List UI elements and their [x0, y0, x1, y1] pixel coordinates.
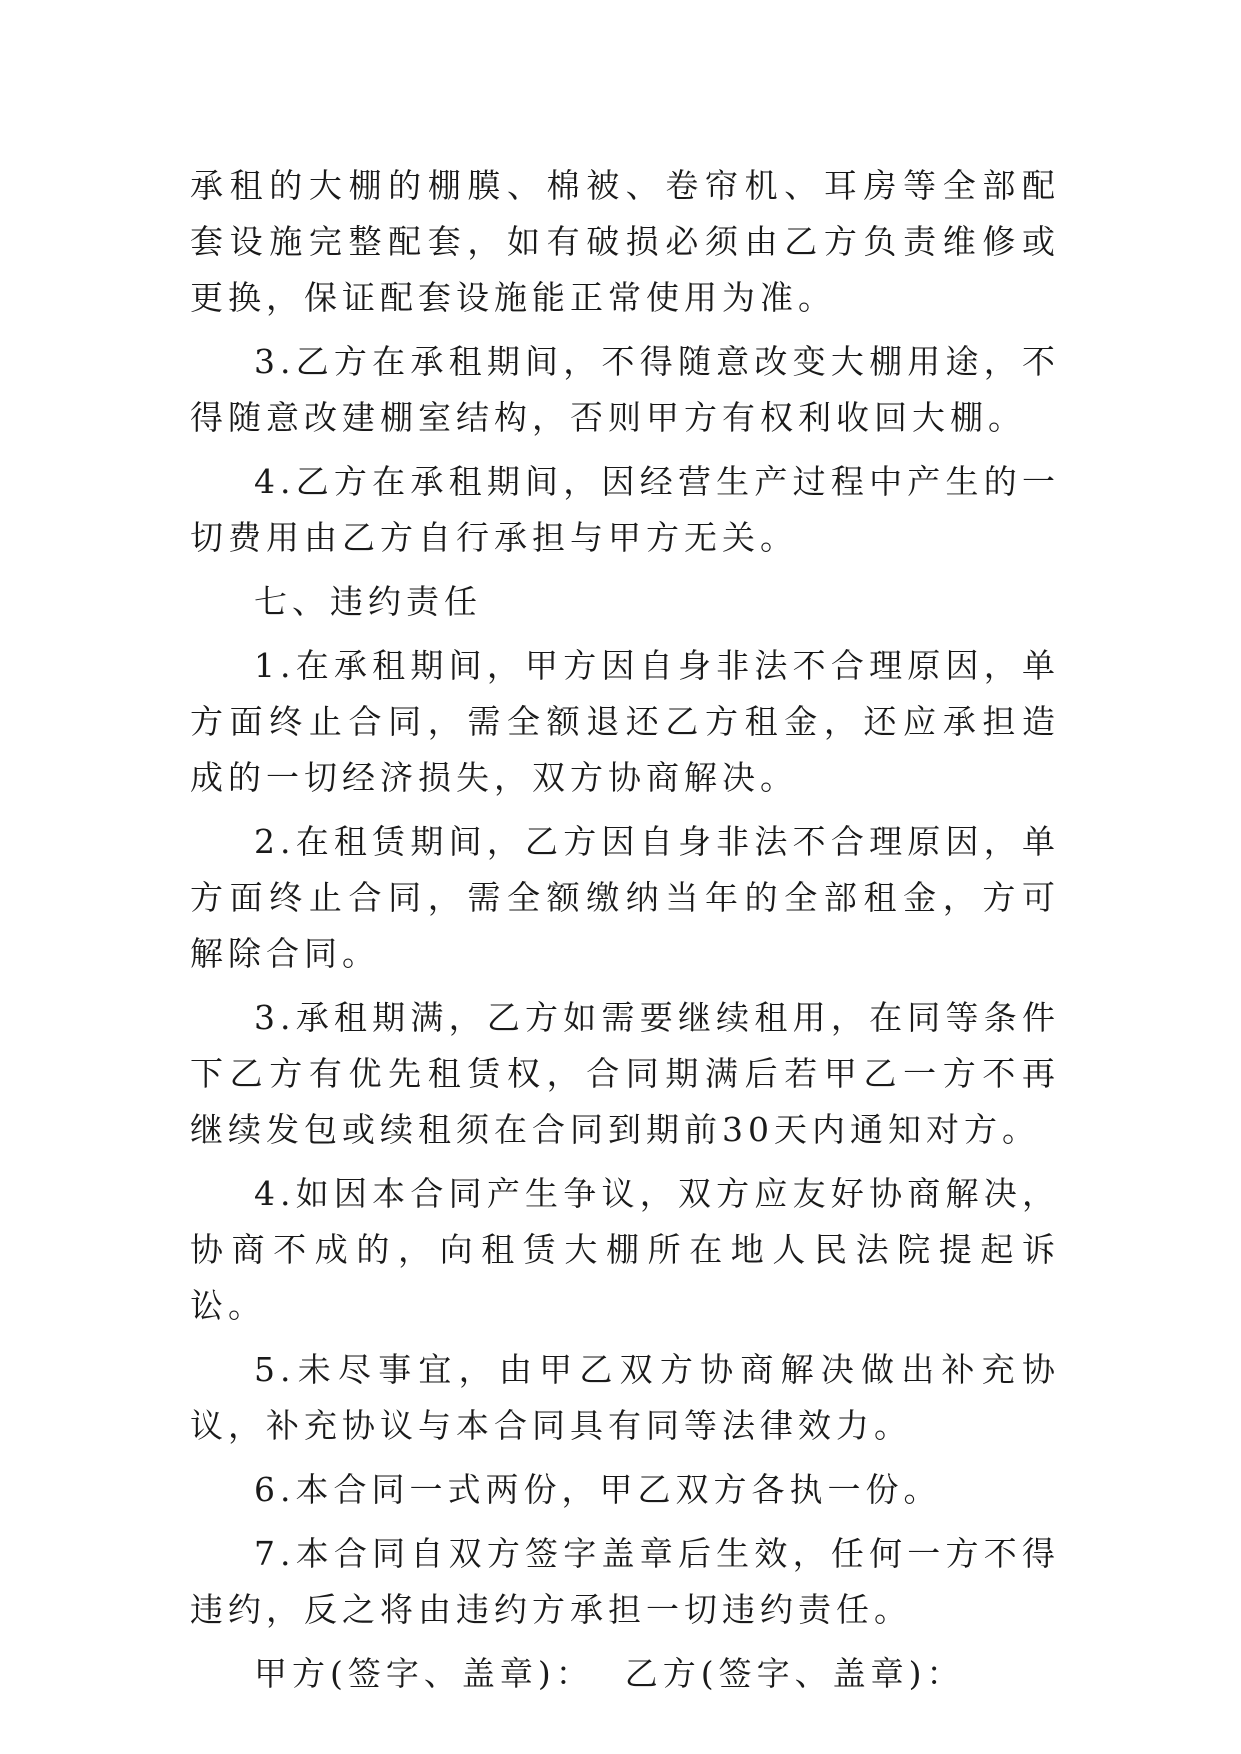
paragraph-breach-7: 7.本合同自双方签字盖章后生效，任何一方不得违约，反之将由违约方承担一切违约责任。	[190, 1534, 1060, 1629]
paragraph-breach-4: 4.如因本合同产生争议，双方应友好协商解决，协商不成的，向租赁大棚所在地人民法院提起诉讼。	[190, 1174, 1060, 1325]
party-b-signature-label: 乙方(签字、盖章)：	[624, 1654, 965, 1693]
document-body	[190, 158, 1060, 1710]
paragraph-clause-3: 3.乙方在承租期间，不得随意改变大棚用途，不得随意改建棚室结构，否则甲方有权利收回大棚。	[190, 342, 1060, 437]
paragraph-clause-4: 4.乙方在承租期间，因经营生产过程中产生的一切费用由乙方自行承担与甲方无关。	[190, 462, 1060, 557]
party-a-signature-label: 甲方(签字、盖章)：	[254, 1654, 594, 1693]
paragraph-breach-6: 6.本合同一式两份，甲乙双方各执一份。	[254, 1470, 942, 1509]
paragraph-breach-3: 3.承租期满，乙方如需要继续租用，在同等条件下乙方有优先租赁权，合同期满后若甲乙一方不再继续发包或续租须在合同到期前30天内通知对方。	[190, 998, 1060, 1149]
paragraph-breach-1: 1.在承租期间，甲方因自身非法不合理原因，单方面终止合同，需全额退还乙方租金，还应承担造成的一切经济损失，双方协商解决。	[190, 646, 1060, 797]
section-heading-breach: 七、违约责任	[254, 582, 482, 621]
paragraph-breach-2: 2.在租赁期间，乙方因自身非法不合理原因，单方面终止合同，需全额缴纳当年的全部租金，方可解除合同。	[190, 822, 1060, 973]
paragraph-breach-5: 5.未尽事宜，由甲乙双方协商解决做出补充协议，补充协议与本合同具有同等法律效力。	[190, 1350, 1060, 1445]
paragraph-facilities: 承租的大棚的棚膜、棉被、卷帘机、耳房等全部配套设施完整配套，如有破损必须由乙方负责维修或更换，保证配套设施能正常使用为准。	[190, 166, 1060, 317]
signature-line	[190, 1646, 1060, 1702]
